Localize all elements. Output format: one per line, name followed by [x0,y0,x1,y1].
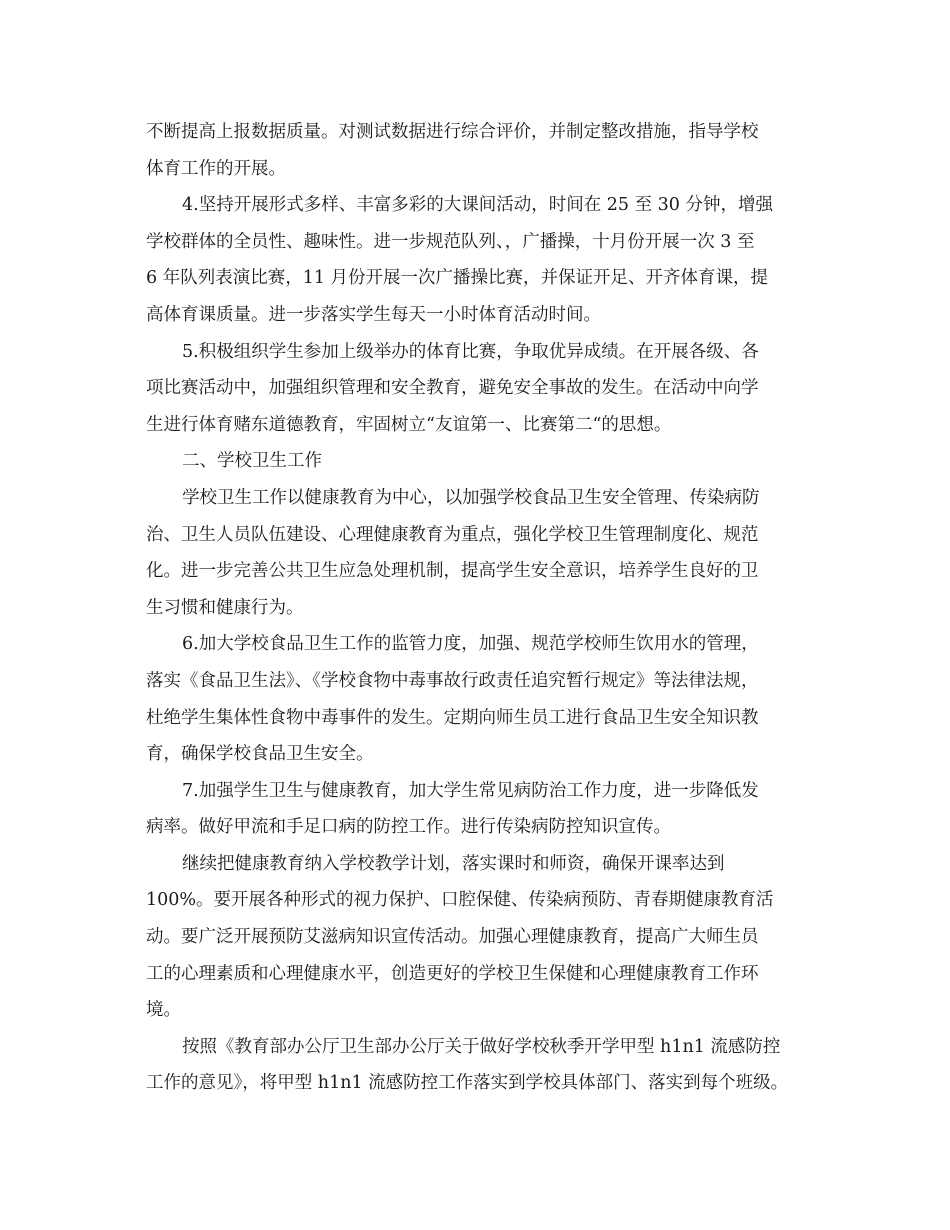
body-line: 生习惯和健康行为。 [146,597,304,618]
body-line: 100%。要开展各种形式的视力保护、口腔保健、传染病预防、青春期健康教育活 [146,890,774,911]
body-line: 学校群体的全员性、趣味性。进一步规范队列、，广播操，十月份开展一次 3 至 [146,231,755,252]
body-line: 7.加强学生卫生与健康教育，加大学生常见病防治工作力度，进一步降低发 [182,780,759,801]
body-line: 病率。做好甲流和手足口病的防控工作。进行传染病防控知识宣传。 [146,817,671,838]
body-line: 继续把健康教育纳入学校教学计划，落实课时和师资，确保开课率达到 [182,853,725,874]
body-line: 学校卫生工作以健康教育为中心，以加强学校食品卫生安全管理、传染病防 [182,487,760,508]
body-line: 6.加大学校食品卫生工作的监管力度，加强、规范学校师生饮用水的管理， [182,634,759,655]
body-line: 杜绝学生集体性食物中毒事件的发生。定期向师生员工进行食品卫生安全知识教 [146,707,759,728]
document-body [146,114,836,1102]
body-line: 5.积极组织学生参加上级举办的体育比赛，争取优异成绩。在开展各级、各 [182,341,759,362]
body-line: 工的心理素质和心理健康水平，创造更好的学校卫生保健和心理健康教育工作环 [146,963,759,984]
body-line: 境。 [146,1000,181,1021]
body-line: 治、卫生人员队伍建设、心理健康教育为重点，强化学校卫生管理制度化、规范 [146,524,759,545]
body-line: 4.坚持开展形式多样、丰富多彩的大课间活动，时间在 25 至 30 分钟，增强 [182,195,773,216]
body-line: 不断提高上报数据质量。对测试数据进行综合评价，并制定整改措施，指导学校 [146,122,759,142]
body-line: 6 年队列表演比赛，11 月份开展一次广播操比赛，并保证开足、开齐体育课，提 [146,268,769,289]
body-line: 高体育课质量。进一步落实学生每天一小时体育活动时间。 [146,304,601,325]
section-heading: 二、学校卫生工作 [182,451,322,472]
body-line: 工作的意见》，将甲型 h1n1 流感防控工作落实到学校具体部门、落实到每个班级。 [146,1073,789,1094]
body-line: 落实《食品卫生法》、《学校食物中毒事故行政责任追究暂行规定》等法律法规， [146,670,759,691]
body-line: 化。进一步完善公共卫生应急处理机制，提高学生安全意识，培养学生良好的卫 [146,561,759,582]
body-line: 生进行体育赌东道德教育，牢固树立“友谊第一、比赛第二“的思想。 [146,414,672,435]
body-line: 动。要广泛开展预防艾滋病知识宣传活动。加强心理健康教育，提高广大师生员 [146,927,759,948]
body-line: 按照《教育部办公厅卫生部办公厅关于做好学校秋季开学甲型 h1n1 流感防控 [182,1036,781,1057]
body-line: 项比赛活动中，加强组织管理和安全教育，避免安全事故的发生。在活动中向学 [146,378,759,399]
body-line: 育，确保学校食品卫生安全。 [146,744,374,765]
body-line: 体育工作的开展。 [146,158,286,179]
